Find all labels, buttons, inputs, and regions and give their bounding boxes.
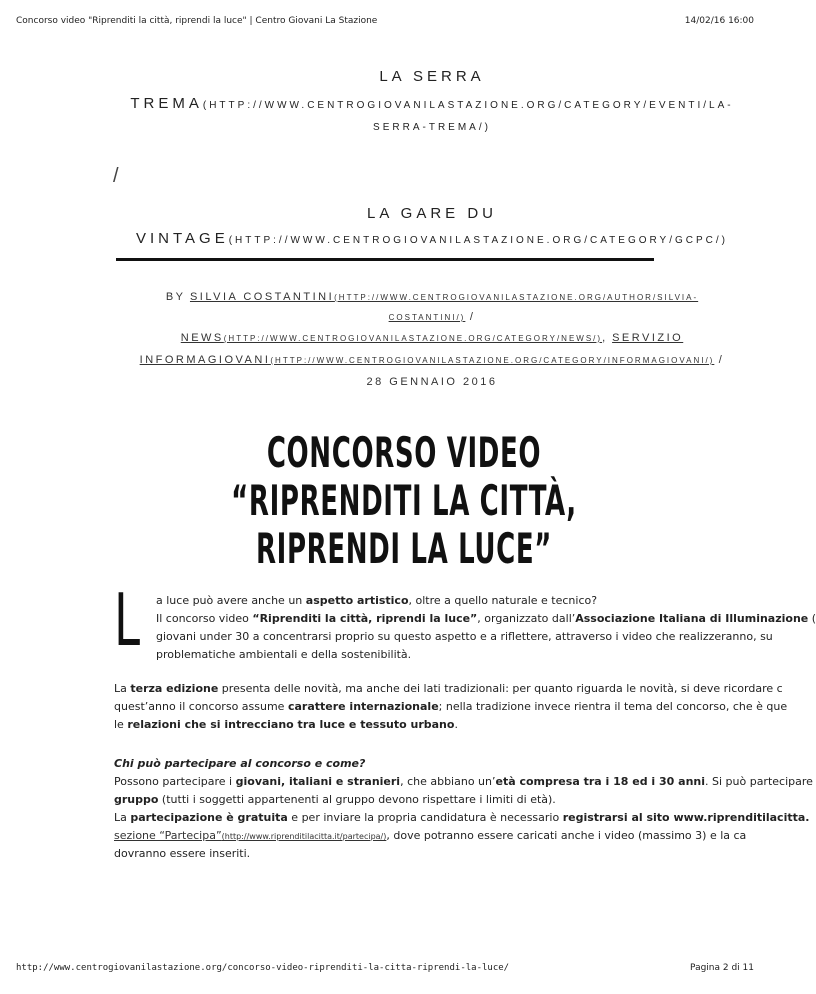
category-la-serra-name[interactable]: TREMA [130,95,203,112]
post-date [114,372,750,390]
para3-line-6: dovranno essere inseriti. [114,847,251,860]
post-title-line1: CONCORSO VIDEO [266,428,542,477]
byline-by: BY [165,291,186,303]
category-news-link[interactable]: NEWS [180,332,224,344]
category-informagiovani-url[interactable]: (HTTP://WWW.CENTROGIOVANILASTAZIONE.ORG/CATEGORY/INFORMAGIOVANI/) [270,356,715,365]
author-url[interactable]: (HTTP://WWW.CENTROGIOVANILASTAZIONE.ORG/AUTHOR/SILVIA- [334,293,699,302]
text-bold: aspetto artistico [305,594,409,607]
para3-line-2 [114,773,813,790]
text-bold: “Riprenditi la città, riprendi la luce” [252,612,478,625]
text-bold: relazioni che si intrecciano tra luce e tessuto urbano [127,718,455,731]
intro-line-4: problematiche ambientali e della sostenibilità. [156,648,412,661]
category-gare-du-line2[interactable] [114,230,750,248]
text-bold: giovani, italiani e stranieri [235,775,401,788]
text-bold: partecipazione è gratuita [130,811,288,824]
intro-line-3: giovani under 30 a concentrarsi proprio su questo aspetto e a riflettere, attraverso i video che realizzeranno, su [156,630,773,643]
para2-line-3 [114,716,756,733]
byline [114,287,750,305]
text: , dove potranno essere caricati anche i video (massimo 3) e la ca [386,829,747,842]
author-link[interactable]: SILVIA COSTANTINI [189,291,335,303]
para3-line-4 [114,809,810,826]
category-gare-du-title[interactable]: LA GARE DU [366,205,498,222]
category-news-url[interactable]: (HTTP://WWW.CENTROGIOVANILASTAZIONE.ORG/CATEGORY/NEWS/) [223,334,603,343]
post-title-line3: RIPRENDI LA LUCE” [255,524,552,573]
category-line-2 [114,350,750,368]
drop-cap: L [114,578,141,662]
text: , oltre a quello naturale e tecnico? [408,594,598,607]
text: . [454,718,458,731]
text: ; nella tradizione invece rientra il tema del concorso, che è que [438,700,788,713]
print-datetime: 14/02/16 16:00 [684,16,754,26]
category-separator: / [113,165,119,187]
header-divider [116,258,654,261]
text: le [114,718,128,731]
text-bold: registrarsi al sito www.riprenditilacitta. [562,811,810,824]
category-la-serra-line2[interactable] [114,95,750,113]
text-bold: terza edizione [130,682,219,695]
partecipa-link[interactable]: sezione “Partecipa” [114,829,222,842]
text: . Si può partecipare [705,775,813,788]
byline-cont [114,307,750,325]
question-heading: Chi può partecipare al concorso e come? [114,757,366,770]
category-la-serra-title[interactable]: LA SERRA [379,68,485,85]
para2-line-1 [114,680,783,697]
text: (tutti i soggetti appartenenti al gruppo devono rispettare i limiti di età). [158,793,556,806]
partecipa-url[interactable]: (http://www.riprenditilacitta.it/partecipa/) [221,832,387,841]
text: a luce può avere anche un [156,594,306,607]
text: Possono partecipare i [114,775,236,788]
category-informagiovani-link[interactable]: INFORMAGIOVANI [139,354,271,366]
para3-question [114,755,756,772]
category-servizio-link[interactable]: SERVIZIO [612,332,684,344]
print-page-title: Concorso video "Riprenditi la città, riprendi la luce" | Centro Giovani La Stazione [16,16,378,26]
text: quest’anno il concorso assume [114,700,288,713]
text-bold: gruppo [114,793,159,806]
para3-line-5 [114,827,756,845]
text: La [114,682,131,695]
category-comma: , [602,332,608,344]
para2-line-2 [114,698,788,715]
intro-line-2 [156,610,816,627]
category-la-serra-url-cont[interactable]: SERRA-TREMA/) [373,122,491,133]
text: La [114,811,131,824]
category-line [114,328,750,346]
author-url-cont[interactable]: COSTANTINI/) [388,313,466,322]
text: , che abbiano un’ [400,775,496,788]
print-page-number: Pagina 2 di 11 [690,963,754,973]
text: presenta delle novità, ma anche dei lati tradizionali: per quanto riguarda le novità, si deve ricordare c [218,682,783,695]
post-title-line2: “RIPRENDITI LA CITTÀ, [231,476,577,525]
print-footer-url: http://www.centrogiovanilastazione.org/concorso-video-riprenditi-la-citta-riprendi-la-luce/ [16,963,510,973]
text-bold: Associazione Italiana di Illuminazione [575,612,809,625]
text-bold: carattere internazionale [287,700,439,713]
text: e per inviare la propria candidatura è necessario [287,811,563,824]
meta-separator-2: / [718,354,725,366]
meta-separator: / [469,311,476,323]
post-date-text: 28 GENNAIO 2016 [366,376,498,388]
para3-line-3 [114,791,756,808]
text: ( [808,612,816,625]
text-bold: età compresa tra i 18 ed i 30 anni [495,775,705,788]
text: , organizzato dall’ [477,612,576,625]
category-gare-du-name[interactable]: VINTAGE [135,230,229,247]
category-la-serra-url[interactable]: (HTTP://WWW.CENTROGIOVANILASTAZIONE.ORG/CATEGORY/EVENTI/LA- [202,100,734,111]
intro-line-1 [156,592,756,609]
text: Il concorso video [156,612,253,625]
category-gare-du-url[interactable]: (HTTP://WWW.CENTROGIOVANILASTAZIONE.ORG/CATEGORY/GCPC/) [228,235,728,246]
